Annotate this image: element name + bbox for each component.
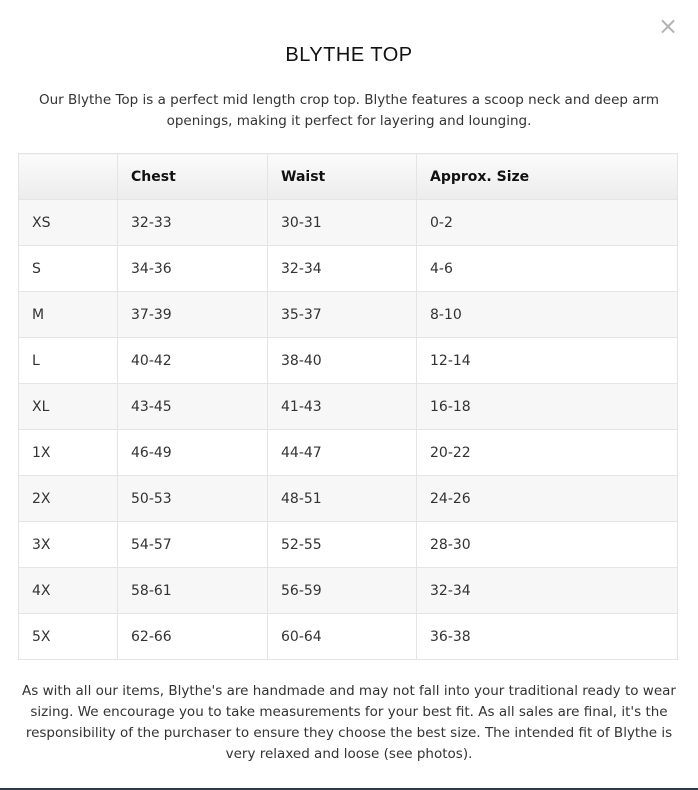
waist-cell: 41-43	[268, 384, 417, 430]
chest-cell: 32-33	[118, 200, 268, 246]
approx-size-cell: 12-14	[417, 338, 678, 384]
waist-cell: 35-37	[268, 292, 417, 338]
chest-cell: 40-42	[118, 338, 268, 384]
chest-cell: 43-45	[118, 384, 268, 430]
size-cell: 5X	[19, 614, 118, 660]
table-row	[19, 430, 678, 476]
header-size	[19, 154, 118, 200]
chest-cell: 54-57	[118, 522, 268, 568]
waist-cell: 32-34	[268, 246, 417, 292]
waist-cell: 60-64	[268, 614, 417, 660]
approx-size-cell: 28-30	[417, 522, 678, 568]
table-row	[19, 476, 678, 522]
page-title: BLYTHE TOP	[285, 44, 413, 66]
waist-cell: 52-55	[268, 522, 417, 568]
waist-cell: 38-40	[268, 338, 417, 384]
waist-cell: 56-59	[268, 568, 417, 614]
waist-cell: 48-51	[268, 476, 417, 522]
table-row	[19, 338, 678, 384]
size-cell: XS	[19, 200, 118, 246]
size-cell: 2X	[19, 476, 118, 522]
size-cell: 3X	[19, 522, 118, 568]
approx-size-cell: 16-18	[417, 384, 678, 430]
header-chest: Chest	[118, 154, 268, 200]
approx-size-cell: 8-10	[417, 292, 678, 338]
approx-size-cell: 24-26	[417, 476, 678, 522]
chest-cell: 46-49	[118, 430, 268, 476]
size-chart-table	[18, 153, 678, 660]
close-icon[interactable]: ×	[657, 12, 679, 40]
size-cell: 4X	[19, 568, 118, 614]
table-row	[19, 568, 678, 614]
table-row	[19, 384, 678, 430]
size-cell: 1X	[19, 430, 118, 476]
waist-cell: 30-31	[268, 200, 417, 246]
table-row	[19, 522, 678, 568]
header-waist: Waist	[268, 154, 417, 200]
table-row	[19, 292, 678, 338]
approx-size-cell: 32-34	[417, 568, 678, 614]
table-row	[19, 614, 678, 660]
chest-cell: 58-61	[118, 568, 268, 614]
approx-size-cell: 0-2	[417, 200, 678, 246]
size-cell: M	[19, 292, 118, 338]
waist-cell: 44-47	[268, 430, 417, 476]
chest-cell: 37-39	[118, 292, 268, 338]
approx-size-cell: 20-22	[417, 430, 678, 476]
header-approx-size: Approx. Size	[417, 154, 678, 200]
fit-disclaimer: As with all our items, Blythe's are handmade and may not fall into your traditional ready to wear sizing. We encourage you to take measurements for your best fit. As all sales are final, it's the responsibility of the purchaser to ensure they choose the best size. The intended fit of Blythe is very relaxed and loose (see photos).	[22, 683, 676, 762]
chest-cell: 34-36	[118, 246, 268, 292]
chest-cell: 62-66	[118, 614, 268, 660]
table-row	[19, 200, 678, 246]
table-header-row	[19, 154, 678, 200]
approx-size-cell: 36-38	[417, 614, 678, 660]
size-cell: XL	[19, 384, 118, 430]
chest-cell: 50-53	[118, 476, 268, 522]
product-description: Our Blythe Top is a perfect mid length crop top. Blythe features a scoop neck and deep arm openings, making it perfect for layering and lounging.	[38, 92, 660, 129]
size-cell: L	[19, 338, 118, 384]
size-cell: S	[19, 246, 118, 292]
approx-size-cell: 4-6	[417, 246, 678, 292]
table-row	[19, 246, 678, 292]
